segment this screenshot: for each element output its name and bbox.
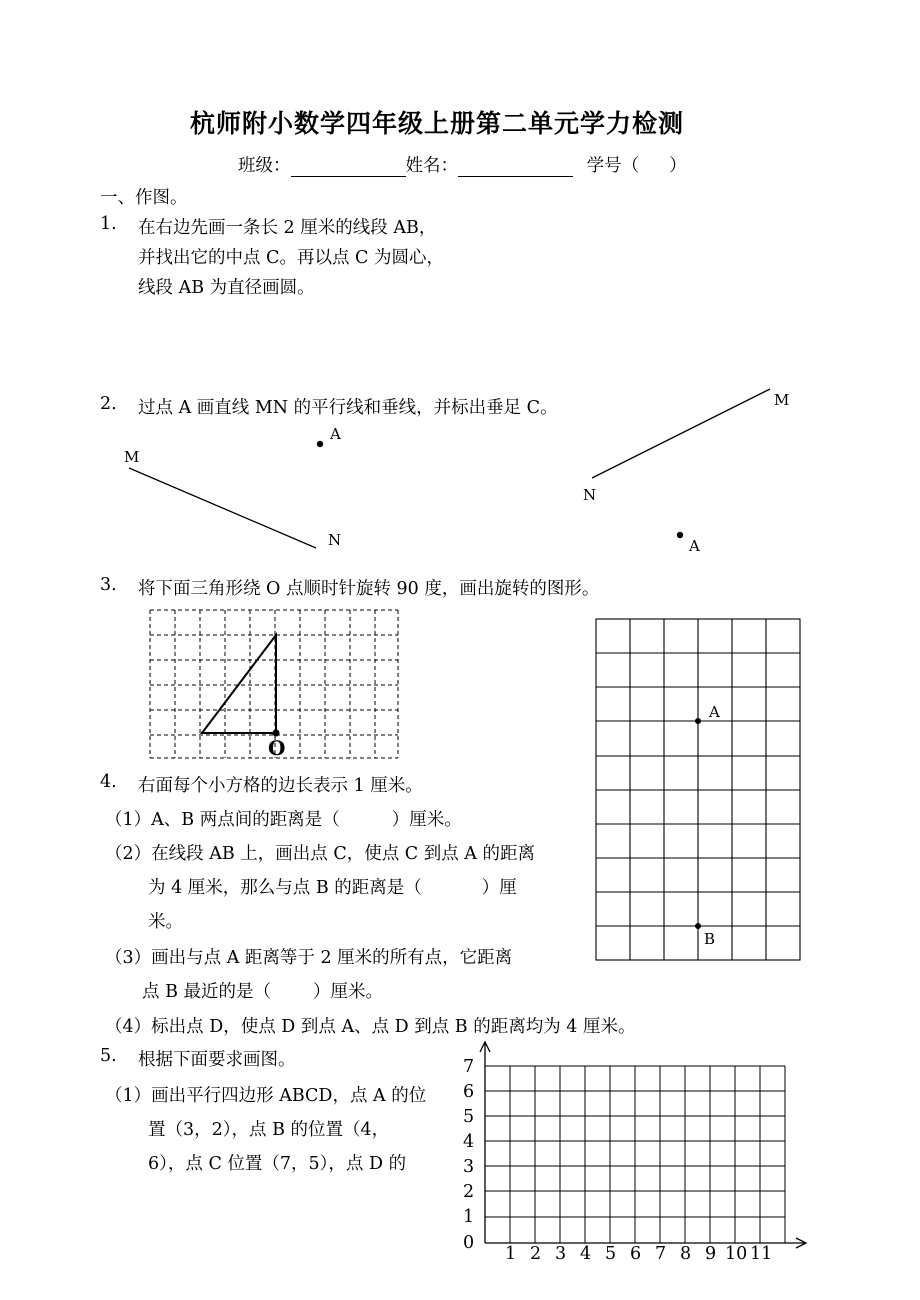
q3-triangle <box>202 635 276 733</box>
q5-y-tick-label: 3 <box>463 1157 475 1177</box>
q3-pivot-label: O <box>268 736 286 760</box>
q4-part-2-line-1: （2）在线段 AB 上，画出点 C，使点 C 到点 A 的距离 <box>105 844 535 864</box>
q3-number: 3. <box>100 575 117 595</box>
q2-right-line-mn <box>592 389 770 478</box>
q2-left-label-n: N <box>328 531 342 549</box>
q4-part-2-line-2: 为 4 厘米，那么与点 B 的距离是（ ）厘 <box>148 878 517 898</box>
q2-right-label-a: A <box>689 537 700 555</box>
q4-part-2-line-3: 米。 <box>148 912 183 932</box>
q4-grid <box>596 619 800 960</box>
q5-y-tick-label: 4 <box>463 1132 475 1152</box>
q4-part-1: （1）A、B 两点间的距离是（ ）厘米。 <box>105 810 462 830</box>
q4-text: 右面每个小方格的边长表示 1 厘米。 <box>138 776 423 796</box>
q5-x-tick-label: 9 <box>705 1244 717 1264</box>
q5-x-tick-label: 5 <box>605 1244 617 1264</box>
class-label: 班级： <box>238 156 291 176</box>
q4-part-3-line-1: （3）画出与点 A 距离等于 2 厘米的所有点，它距离 <box>105 948 513 968</box>
q4-part-3-line-2: 点 B 最近的是（ ）厘米。 <box>142 982 383 1002</box>
student-no-label: 学号（ <box>586 156 640 176</box>
q1-line-2: 并找出它的中点 C。再以点 C 为圆心， <box>138 248 444 268</box>
q5-y-tick-label: 7 <box>463 1057 475 1077</box>
q2-left-line-mn <box>129 468 316 548</box>
page-title: 杭师附小数学四年级上册第二单元学力检测 <box>190 109 685 138</box>
q2-left-label-a: A <box>330 425 341 443</box>
q5-x-tick-label: 7 <box>655 1244 667 1264</box>
q5-x-tick-label: 8 <box>680 1244 692 1264</box>
q2-right-point-a <box>677 532 683 538</box>
q5-y-tick-label: 5 <box>463 1107 475 1127</box>
q5-y-tick-label: 1 <box>463 1207 475 1227</box>
q5-x-tick-label: 11 <box>750 1244 773 1264</box>
q1-number: 1. <box>100 214 117 234</box>
q2-left-point-a <box>317 441 323 447</box>
q5-number: 5. <box>100 1046 117 1066</box>
q5-part-1-line-3: 6），点 C 位置（7，5），点 D 的 <box>148 1154 407 1174</box>
q4-number: 4. <box>100 772 117 792</box>
q5-y-tick-label: 2 <box>463 1182 475 1202</box>
q1-line-3: 线段 AB 为直径画圆。 <box>138 278 315 298</box>
section-heading: 一、作图。 <box>100 188 188 208</box>
student-no-close: ） <box>669 156 687 176</box>
q5-coordinate-grid <box>485 1066 785 1243</box>
q5-y-tick-label: 6 <box>463 1082 475 1102</box>
q3-text: 将下面三角形绕 O 点顺时针旋转 90 度，画出旋转的图形。 <box>138 579 600 599</box>
q5-x-tick-label: 6 <box>630 1244 642 1264</box>
q2-right-label-m: M <box>774 391 790 409</box>
q5-x-tick-label: 3 <box>555 1244 567 1264</box>
q4-label-a: A <box>709 703 720 721</box>
q5-x-tick-label: 4 <box>580 1244 592 1264</box>
q5-x-tick-label: 10 <box>725 1244 748 1264</box>
q2-left-label-m: M <box>124 448 140 466</box>
q4-part-4: （4）标出点 D，使点 D 到点 A、点 D 到点 B 的距离均为 4 厘米。 <box>105 1017 636 1037</box>
name-label: 姓名： <box>405 156 458 176</box>
q4-point-a <box>695 718 701 724</box>
q4-label-b: B <box>704 930 716 948</box>
q2-text: 过点 A 画直线 MN 的平行线和垂线，并标出垂足 C。 <box>138 398 558 418</box>
q5-part-1-line-2: 置（3，2），点 B 的位置（4， <box>148 1120 390 1140</box>
q1-line-1: 在右边先画一条长 2 厘米的线段 AB， <box>138 218 437 238</box>
q4-point-b <box>695 923 701 929</box>
q5-x-tick-label: 2 <box>530 1244 542 1264</box>
q5-part-1-line-1: （1）画出平行四边形 ABCD，点 A 的位 <box>105 1086 427 1106</box>
q2-number: 2. <box>100 394 117 414</box>
q5-origin-label: 0 <box>463 1233 475 1253</box>
q5-text: 根据下面要求画图。 <box>138 1050 296 1070</box>
q5-x-tick-label: 1 <box>505 1244 517 1264</box>
q2-right-label-n: N <box>583 486 597 504</box>
